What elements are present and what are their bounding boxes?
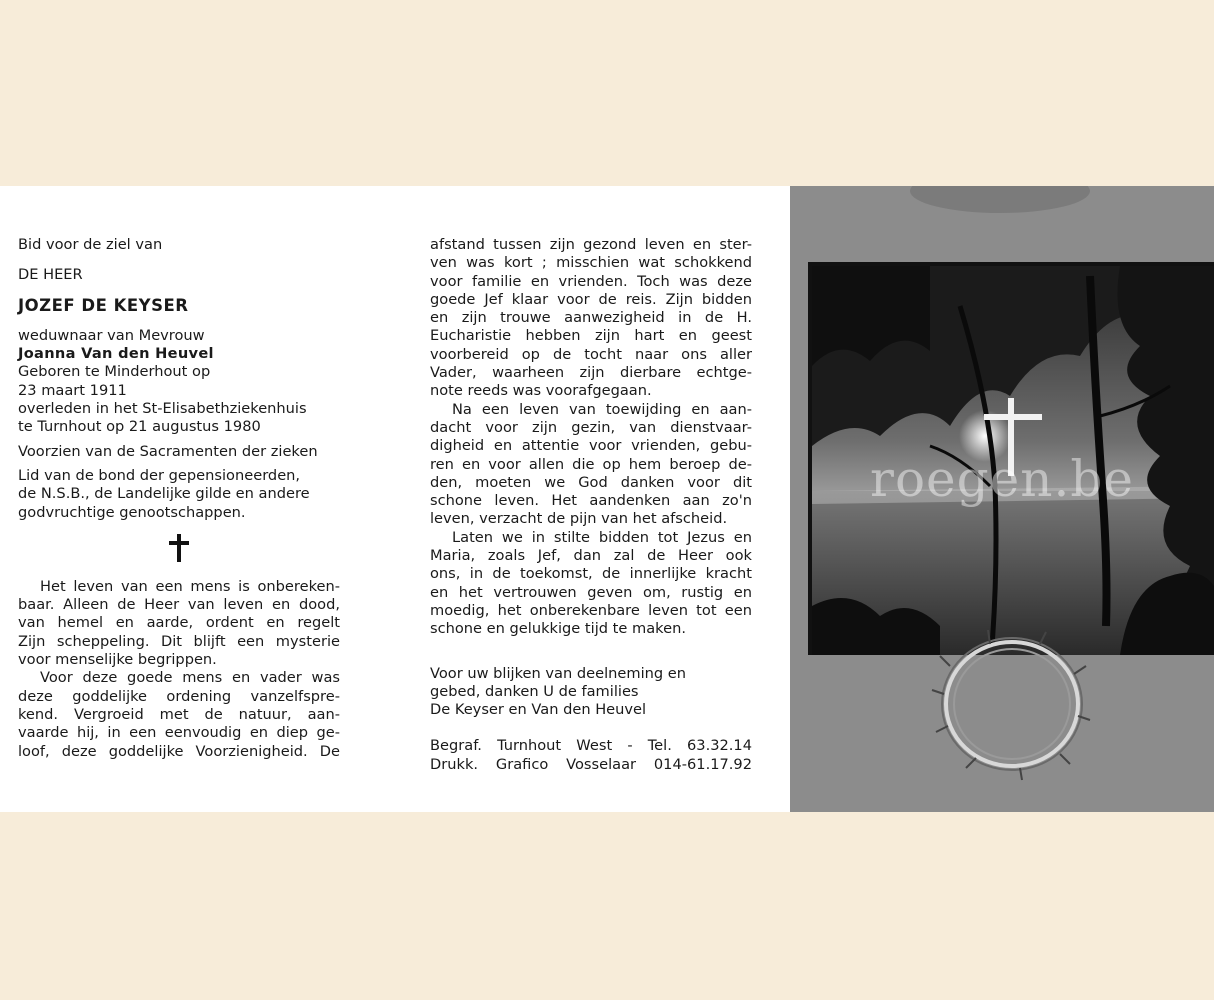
text-line: kend. Vergroeid met de natuur, aan- (18, 705, 340, 723)
text-line: afstand tussen zijn gezond leven en ster- (430, 236, 752, 253)
text-line: ren en voor allen die op hem beroep de- (430, 455, 752, 473)
printer-line: Drukk. Grafico Vosselaar 014-61.17.92 (430, 755, 752, 773)
died-line-2: te Turnhout op 21 augustus 1980 (18, 418, 261, 436)
deceased-name: JOZEF DE KEYSER (18, 295, 189, 315)
text-line: baar. Alleen de Heer van leven en dood, (18, 596, 340, 614)
title-line: DE HEER (18, 266, 83, 284)
mid-para-2 (430, 401, 752, 529)
cross-icon (18, 534, 340, 562)
text-line: en het vertrouwen geven om, rustig en (430, 583, 752, 601)
mid-para-1 (430, 236, 752, 401)
text-line: Laten we in stilte bidden tot Jezus en (452, 528, 752, 546)
text-line: goede Jef klaar voor de reis. Zijn bidden (430, 290, 752, 308)
text-line: ons, in de toekomst, de innerlijke kracht (430, 565, 752, 583)
middle-column (430, 236, 752, 774)
text-line: en zijn trouwe aanwezigheid in de H. (430, 309, 752, 327)
member-line-3: godvruchtige genootschappen. (18, 503, 246, 521)
text-line: van hemel en aarde, ordent en regelt (18, 614, 340, 632)
left-para-2 (18, 669, 340, 760)
printer-footer (430, 737, 752, 774)
text-line: moedig, het onberekenbare leven tot een (430, 601, 752, 619)
text-line: dacht voor zijn gezin, van dienstvaar- (430, 418, 752, 436)
text-line: Zijn scheppeling. Dit blijft een mysterie (18, 632, 340, 650)
text-line: gebed, danken U de families (430, 682, 639, 700)
text-line: Het leven van een mens is onbereken- (40, 577, 340, 595)
text-line: schone en gelukkige tijd te maken. (430, 620, 686, 638)
text-line: deze goddelijke ordening vanzelfspre- (18, 687, 340, 705)
text-line: leven, verzacht de pijn van het afscheid. (430, 510, 728, 528)
funeral-line: Begraf. Turnhout West - Tel. 63.32.14 (430, 737, 752, 755)
left-para-1 (18, 578, 340, 669)
text-line: Voor uw blijken van deelneming en (430, 664, 687, 682)
text-line: Voor deze goede mens en vader was (40, 669, 340, 687)
text-line: loof, deze goddelijke Voorzienigheid. De (18, 742, 340, 760)
mid-para-3 (430, 529, 752, 639)
text-line: den, moeten we God danken voor dit (430, 473, 752, 491)
member-line-2: de N.S.B., de Landelijke gilde en andere (18, 485, 310, 503)
spouse-name: Joanna Van den Heuvel (18, 345, 214, 363)
text-line: digheid en attentie voor vrienden, gebu- (430, 437, 752, 455)
text-line: schone leven. Het aandenken aan zo'n (430, 492, 752, 510)
born-line: Geboren te Minderhout op (18, 363, 211, 381)
watermark: roegen.be (870, 450, 1134, 508)
pray-line: Bid voor de ziel van (18, 236, 163, 253)
text-line: note reeds was voorafgegaan. (430, 382, 652, 400)
text-line: Vader, waarheen zijn dierbare echtge- (430, 364, 752, 382)
text-line: voorbereid op de tocht naar ons aller (430, 345, 752, 363)
died-line-1: overleden in het St-Elisabethziekenhuis (18, 400, 307, 418)
text-line: Eucharistie hebben zijn hart en geest (430, 327, 752, 345)
text-line: vaarde hij, in een eenvoudig en diep ge- (18, 724, 340, 742)
left-column (18, 236, 340, 761)
text-line: voor menselijke begrippen. (18, 651, 217, 669)
text-line: Maria, zoals Jef, dan zal de Heer ook (430, 547, 752, 565)
text-line: Na een leven van toewijding en aan- (452, 400, 752, 418)
sacraments-line: Voorzien van de Sacramenten der zieken (18, 442, 318, 460)
text-line: ven was kort ; misschien wat schokkend (430, 254, 752, 272)
thanks-block (430, 665, 752, 720)
crown-of-thorns-icon (942, 638, 1082, 770)
text-line: voor familie en vrienden. Toch was deze (430, 272, 752, 290)
text-line: De Keyser en Van den Heuvel (430, 701, 647, 719)
member-line-1: Lid van de bond der gepensioneerden, (18, 466, 301, 484)
widower-line: weduwnaar van Mevrouw (18, 326, 205, 344)
born-date: 23 maart 1911 (18, 381, 127, 399)
